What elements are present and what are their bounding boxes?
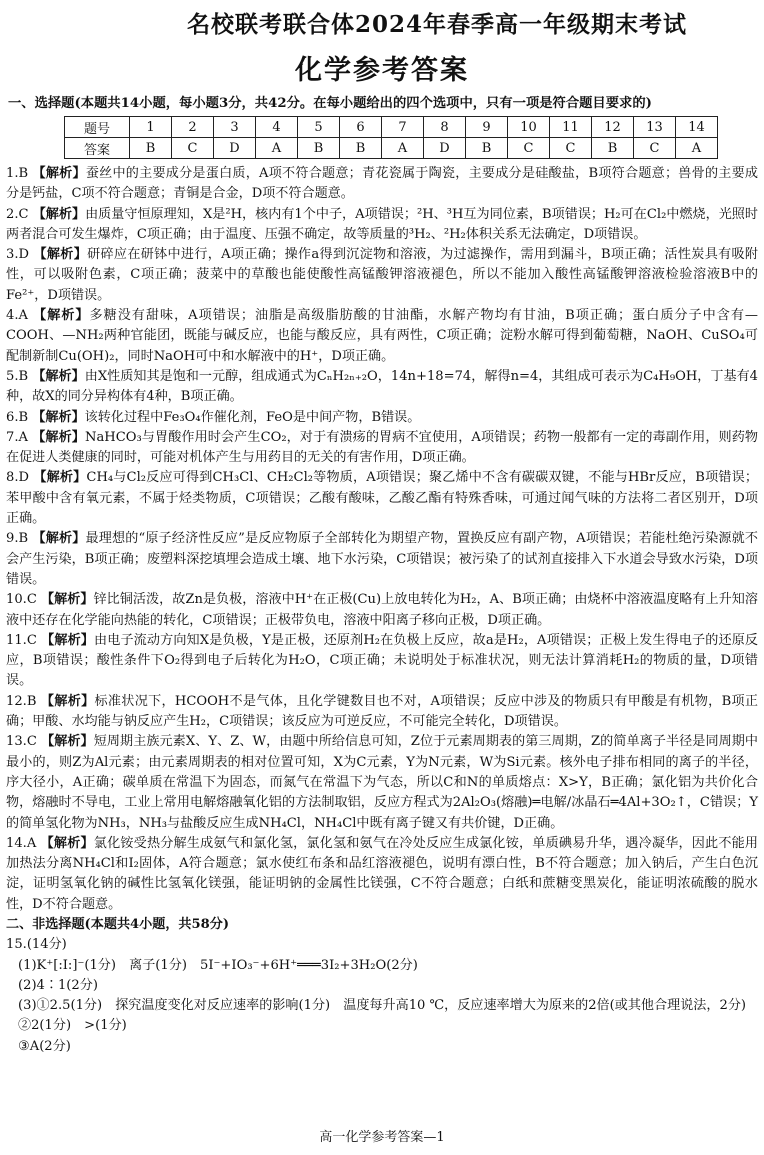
explanation-item — [6, 692, 758, 733]
table-cell: 11 — [550, 117, 592, 138]
item-text: 由X性质知其是饱和一元醇，组成通式为CₙH₂ₙ₊₂O，14n+18=74，解得n=4，其组成可表示为C₄H₉OH，丁基有4种，故X的同分异构体有4种，B项正确。 — [6, 368, 758, 405]
table-cell: B — [340, 138, 382, 159]
explanation-item — [6, 468, 758, 529]
table-row-label: 题号 — [65, 117, 130, 138]
item-number: 9.B — [6, 531, 29, 547]
table-cell: 1 — [130, 117, 172, 138]
analysis-tag: 【解析】 — [32, 166, 86, 181]
table-cell: 5 — [298, 117, 340, 138]
answer-table-answer-row — [65, 138, 718, 159]
item-number: 1.B — [6, 166, 29, 181]
item-number: 8.D — [6, 470, 29, 486]
explanation-item — [6, 590, 758, 631]
explanation-item — [6, 306, 758, 367]
item-number: 11.C — [6, 632, 37, 648]
section1-heading: 一、选择题(本题共14小题，每小题3分，共42分。在每小题给出的四个选项中，只有一项是符合题目要求的) — [8, 96, 652, 111]
explanation-item — [6, 245, 758, 306]
analysis-tag: 【解析】 — [32, 409, 85, 425]
explanation-item — [6, 164, 758, 205]
explanation-item — [6, 529, 758, 590]
item-text: 氯化铵受热分解生成氨气和氯化氢，氯化氢和氨气在冷处反应生成氯化铵，单质碘易升华，遇冷凝华，因此不能用加热法分离NH₄Cl和I₂固体，A符合题意；氯水使红布条和品红溶液褪色，说明有漂白性，B不符合题意；加入钠后，产生白色沉淀，证明氢氧化钠的碱性比氢氧化镁强，能证明钠的金属性比镁强，C不符合题意；白纸和蔗糖变黑炭化，能证明浓硫酸的脱水性，D不符合题意。 — [6, 835, 758, 912]
section2-heading: 二、非选择题(本题共4小题，共58分) — [6, 916, 230, 932]
item-text: 由电子流动方向知X是负极，Y是正极，还原剂H₂在负极上反应，故a是H₂，A项错误；正极上发生得电子的还原反应，B项错误；酸性条件下O₂得到电子后转化为H₂O，C项正确；未说明处于标准状况，则无法计算消耗H₂的物质的量，D项错误。 — [6, 632, 759, 689]
answer-line: ③A(2分) — [18, 1038, 71, 1054]
exam-title: 名校联考联合体2024年春季高一年级期末考试 — [186, 11, 687, 38]
table-cell: C — [508, 138, 550, 159]
analysis-tag: 【解析】 — [40, 693, 95, 709]
item-text: 该转化过程中Fe₃O₄作催化剂，FeO是中间产物，B错误。 — [84, 409, 421, 425]
explanation-item — [6, 205, 758, 246]
table-cell: 6 — [340, 117, 382, 138]
table-cell: B — [130, 138, 172, 159]
analysis-tag: 【解析】 — [32, 429, 86, 445]
table-cell: 9 — [466, 117, 508, 138]
item-number: 5.B — [6, 368, 29, 384]
item-number: 14.A — [6, 835, 37, 851]
table-cell: A — [676, 138, 718, 159]
analysis-tag: 【解析】 — [41, 592, 94, 608]
item-number: 3.D — [6, 247, 29, 263]
explanation-item — [6, 732, 758, 833]
table-cell: D — [214, 138, 256, 159]
table-cell: B — [466, 138, 508, 159]
item-number: 4.A — [6, 308, 28, 324]
item-text: NaHCO₃与胃酸作用时会产生CO₂，对于有溃疡的胃病不宜使用，A项错误；药物一般都有一定的毒副作用，则药物在促进人类健康的同时，可能对机体产生与用药目的无关的有害作用，D项正确。 — [6, 429, 759, 466]
item-number: 12.B — [6, 693, 37, 709]
item-text: 标准状况下，HCOOH不是气体，且化学键数目也不对，A项错误；反应中涉及的物质只有甲酸是有机物，B项正确；甲酸、水均能与钠反应产生H₂，C项错误；该反应为可逆反应，不可能完全转化，D项错误。 — [6, 693, 758, 730]
explanation-item — [6, 367, 758, 408]
question-15-heading: 15.(14分) — [6, 937, 67, 953]
item-number: 13.C — [6, 734, 37, 750]
item-text: 多糖没有甜味，A项错误；油脂是高级脂肪酸的甘油酯，水解产物均有甘油，B项正确；蛋白质分子中含有—COOH、—NH₂两种官能团，既能与碱反应，也能与酸反应，具有两性，C项正确；淀粉水解可得到葡萄糖，NaOH、CuSO₄可配制新制Cu(OH)₂，同时NaOH可中和水解液中的H⁺，D项正确。 — [6, 308, 759, 364]
table-cell: C — [550, 138, 592, 159]
item-text: CH₄与Cl₂反应可得到CH₃Cl、CH₂Cl₂等物质，A项错误；聚乙烯中不含有碳碳双键，不能与HBr反应，B项错误；苯甲酸中含有氧元素，不属于烃类物质，C项错误；乙酸有酸味，乙酸乙酯有特殊香味，可通过闻气味的方法将二者区别开，D项正确。 — [6, 470, 758, 527]
table-cell: B — [592, 138, 634, 159]
table-cell: A — [256, 138, 298, 159]
table-cell: D — [424, 138, 466, 159]
analysis-tag: 【解析】 — [40, 835, 94, 851]
table-cell: C — [172, 138, 214, 159]
answer-line: ②2(1分) >(1分) — [18, 1018, 127, 1034]
analysis-tag: 【解析】 — [41, 734, 94, 750]
explanation-item — [6, 834, 758, 915]
answer-line: (3)①2.5(1分) 探究温度变化对反应速率的影响(1分) 温度每升高10 ℃，反应速率增大为原来的2倍(或其他合理说法，2分) — [18, 998, 747, 1014]
explanation-item — [6, 631, 758, 692]
answer-table-number-row — [65, 117, 718, 138]
item-text: 锌比铜活泼，故Zn是负极，溶液中H⁺在正极(Cu)上放电转化为H₂，A、B项正确；由烧杯中溶液温度略有上升知溶液中还存在化学能向热能的转化，C项错误；正极带负电，溶液中阳离子移向正极，D项正确。 — [6, 592, 758, 628]
answer-line: (1)K⁺[:I:]⁻(1分) 离子(1分) 5I⁻+IO₃⁻+6H⁺═══3I₂+3H₂O(2分) — [18, 957, 418, 973]
table-cell: B — [298, 138, 340, 159]
analysis-tag: 【解析】 — [33, 308, 90, 324]
page-footer: 高一化学参考答案—1 — [319, 1130, 445, 1145]
table-cell: A — [382, 138, 424, 159]
item-number: 6.B — [6, 409, 29, 425]
subject-title: 化学参考答案 — [295, 55, 469, 86]
item-number: 10.C — [6, 592, 37, 608]
item-text: 蚕丝中的主要成分是蛋白质，A项不符合题意；青花瓷属于陶瓷，主要成分是硅酸盐，B项符合题意；兽骨的主要成分是钙盐，C项不符合题意；青铜是合金，D项不符合题意。 — [6, 166, 759, 202]
item-text: 研碎应在研钵中进行，A项正确；操作a得到沉淀物和溶液，为过滤操作，需用到漏斗，B项正确；活性炭具有吸附性，可以吸附色素，C项正确；菠菜中的草酸也能使酸性高锰酸钾溶液褪色，所以不能加入酸性高锰酸钾溶液检验溶液B中的Fe²⁺，D项错误。 — [6, 247, 759, 303]
table-cell: 12 — [592, 117, 634, 138]
table-cell: 4 — [256, 117, 298, 138]
answer-table — [64, 116, 718, 159]
table-cell: 7 — [382, 117, 424, 138]
item-text: 短周期主族元素X、Y、Z、W，由题中所给信息可知，Z位于元素周期表的第三周期，Z的简单离子半径是同周期中最小的，则Z为Al元素；由元素周期表的相对位置可知，X为C元素，Y为N元素，W为Si元素。核外电子排布相同的离子的半径，序大径小，A正确；碳单质在常温下为固态，而氮气在常温下为气态，所以C和N的单质熔点：X>Y，B正确；氯化铝为共价化合物，熔融时不导电，工业上常用电解熔融氧化铝的方法制取铝，反应方程式为2Al₂O₃(熔融)═电解/冰晶石═4Al+3O₂↑，C错误；Y的简单氢化物为NH₃，NH₃与盐酸反应生成NH₄Cl，NH₄Cl中既有离子键又有共价键，D正确。 — [6, 734, 759, 831]
explanation-list — [6, 164, 758, 1057]
analysis-tag: 【解析】 — [32, 206, 86, 222]
table-cell: 14 — [676, 117, 718, 138]
explanation-item — [6, 428, 758, 469]
analysis-tag: 【解析】 — [33, 247, 88, 263]
table-cell: C — [634, 138, 676, 159]
item-text: 最理想的“原子经济性反应”是反应物原子全部转化为期望产物，置换反应有副产物，A项错误；若能杜绝污染源就不会产生污染，B项正确；废塑料深挖填埋会造成土壤、地下水污染，C项错误；被污染了的试剂直接排入下水道会导致水污染，D项错误。 — [6, 531, 759, 587]
table-cell: 13 — [634, 117, 676, 138]
item-number: 7.A — [6, 429, 28, 445]
analysis-tag: 【解析】 — [33, 470, 87, 486]
table-cell: 8 — [424, 117, 466, 138]
analysis-tag: 【解析】 — [41, 632, 95, 648]
table-cell: 2 — [172, 117, 214, 138]
table-cell: 3 — [214, 117, 256, 138]
explanation-item — [6, 408, 758, 428]
answer-line: (2)4∶1(2分) — [18, 977, 98, 993]
analysis-tag: 【解析】 — [32, 531, 86, 547]
item-number: 2.C — [6, 206, 29, 222]
analysis-tag: 【解析】 — [32, 368, 85, 384]
table-cell: 10 — [508, 117, 550, 138]
item-text: 由质量守恒原理知，X是²H，核内有1个中子，A项错误；²H、³H互为同位素，B项错误；H₂可在Cl₂中燃烧，光照时两者混合可发生爆炸，C项正确；由于温度、压强不确定，故等质量的³H₂、²H₂体积关系无法确定，D项错误。 — [6, 206, 758, 242]
table-row-label: 答案 — [65, 138, 130, 159]
